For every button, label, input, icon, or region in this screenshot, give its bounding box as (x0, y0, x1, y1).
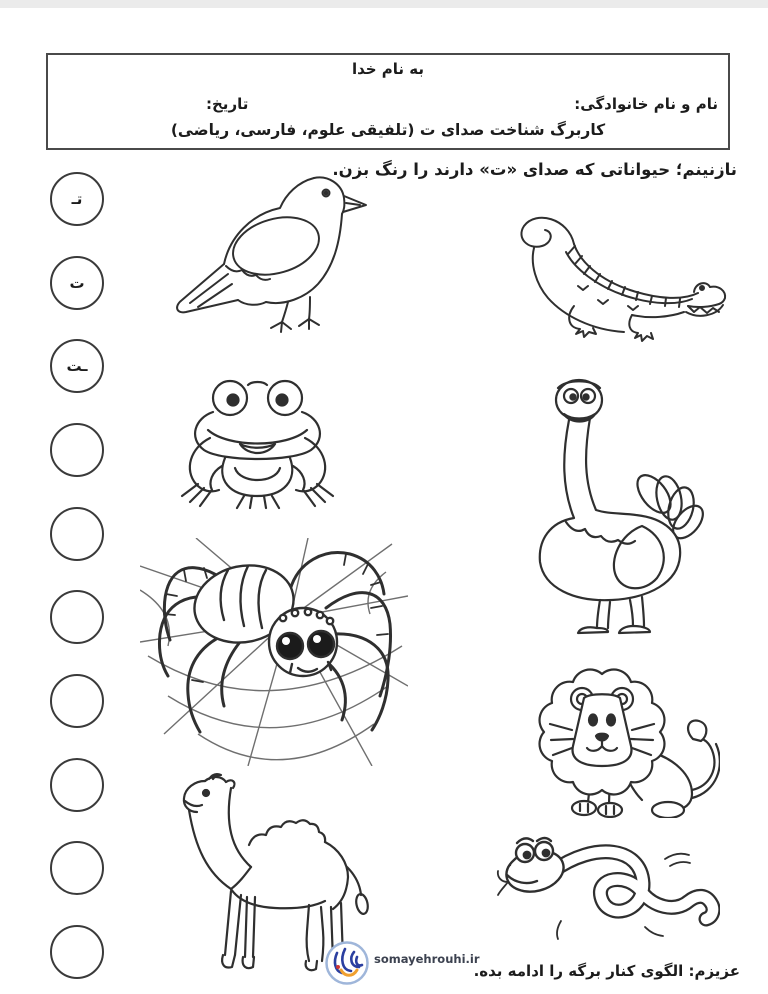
header-box (46, 53, 730, 150)
snake-drawing[interactable] (495, 815, 720, 960)
letter-form-final: ـت (66, 356, 88, 375)
letter-form-isolated: ت (69, 273, 85, 292)
coloring-instruction: نازنینم؛ حیواناتی که صدای «ت» دارند را رنگ بزن. (332, 160, 737, 179)
letter-form-initial: تـ (71, 189, 83, 208)
pattern-circle-6[interactable] (50, 590, 104, 644)
pattern-circle-7[interactable] (50, 674, 104, 728)
pattern-circle-5[interactable] (50, 507, 104, 561)
scan-edge-strip (0, 0, 768, 8)
spider-drawing[interactable] (140, 538, 408, 766)
watermark-url: somayehrouhi.ir (374, 952, 480, 966)
pattern-circle-10[interactable] (50, 925, 104, 979)
pattern-circle-2[interactable] (50, 256, 104, 310)
pattern-circle-1[interactable] (50, 172, 104, 226)
frog-drawing[interactable] (180, 372, 335, 514)
student-name-label: نام و نام خانوادگی: (574, 95, 718, 113)
lion-drawing[interactable] (520, 660, 720, 818)
pattern-circle-3[interactable] (50, 339, 104, 393)
pattern-circle-4[interactable] (50, 423, 104, 477)
bismillah-text: به نام خدا (351, 60, 425, 78)
pattern-instruction: عزیزم: الگوی کنار برگه را ادامه بده. (473, 962, 740, 980)
pattern-circle-8[interactable] (50, 758, 104, 812)
ostrich-drawing[interactable] (526, 376, 704, 638)
worksheet-title: کاربرگ شناخت صدای ت (تلفیقی علوم، فارسی، ریاضی) (170, 121, 606, 139)
watermark-logo-icon (324, 940, 370, 986)
pattern-circle-9[interactable] (50, 841, 104, 895)
crocodile-drawing[interactable] (478, 200, 728, 360)
pigeon-drawing[interactable] (168, 170, 383, 338)
date-label: تاریخ: (206, 95, 249, 113)
